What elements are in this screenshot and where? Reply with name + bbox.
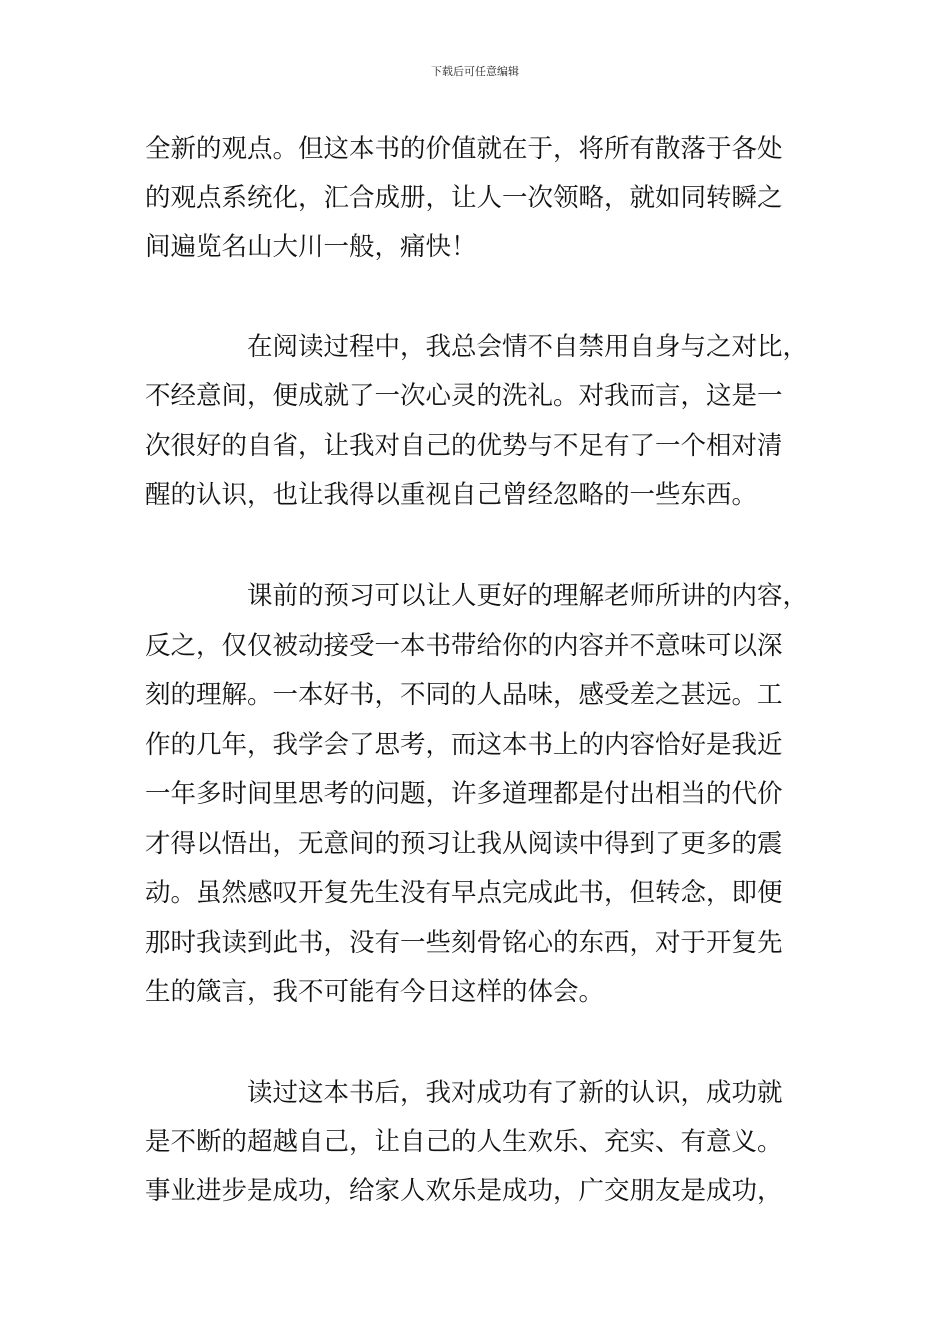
text-line: 生的箴言，我不可能有今日这样的体会。 bbox=[145, 977, 605, 1007]
text-line: 不经意间，便成就了一次心灵的洗礼。对我而言，这是一 bbox=[145, 381, 783, 411]
text-line: 动。虽然感叹开复先生没有早点完成此书，但转念，即便 bbox=[145, 878, 783, 908]
text-line: 事业进步是成功，给家人欢乐是成功，广交朋友是成功， bbox=[145, 1176, 783, 1206]
text-line: 间遍览名山大川一般，痛快！ bbox=[145, 232, 477, 262]
text-line: 那时我读到此书，没有一些刻骨铭心的东西，对于开复先 bbox=[145, 928, 783, 958]
text-line: 作的几年，我学会了思考，而这本书上的内容恰好是我近 bbox=[145, 730, 783, 760]
text-line: 全新的观点。但这本书的价值就在于，将所有散落于各处 bbox=[145, 134, 783, 164]
text-line: 一年多时间里思考的问题，许多道理都是付出相当的代价 bbox=[145, 779, 783, 809]
text-line: 是不断的超越自己，让自己的人生欢乐、充实、有意义。 bbox=[145, 1127, 783, 1157]
text-line: 刻的理解。一本好书，不同的人品味，感受差之甚远。工 bbox=[145, 680, 783, 710]
text-line: 读过这本书后，我对成功有了新的认识，成功就 bbox=[145, 1078, 783, 1108]
text-line: 在阅读过程中，我总会情不自禁用自身与之对比， bbox=[145, 332, 809, 362]
text-line: 次很好的自省，让我对自己的优势与不足有了一个相对清 bbox=[145, 431, 783, 461]
text-line: 醒的认识，也让我得以重视自己曾经忽略的一些东西。 bbox=[145, 480, 758, 510]
text-line: 才得以悟出，无意间的预习让我从阅读中得到了更多的震 bbox=[145, 829, 783, 859]
text-line: 的观点系统化，汇合成册，让人一次领略，就如同转瞬之 bbox=[145, 183, 783, 213]
page-header: 下载后可任意编辑 bbox=[431, 65, 519, 78]
text-line: 课前的预习可以让人更好的理解老师所讲的内容， bbox=[145, 581, 809, 611]
text-line: 反之，仅仅被动接受一本书带给你的内容并不意味可以深 bbox=[145, 631, 783, 661]
